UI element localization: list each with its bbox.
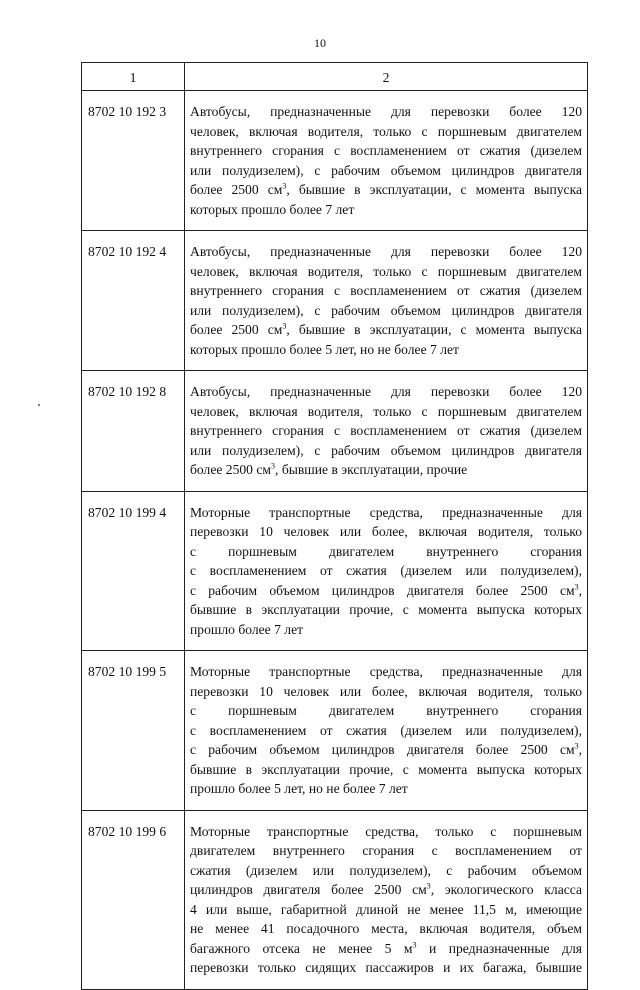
description-line: человек, включая водителя, только с поршневым двигателем xyxy=(190,263,582,279)
description-line: Автобусы, предназначенные для перевозки более 120 xyxy=(190,104,582,119)
description-line: двигателем внутреннего сгорания с воспламенением от xyxy=(190,843,582,858)
description-line: перевозки только сидящих пассажиров и их багажа, бывшие xyxy=(190,960,582,975)
table-row xyxy=(82,231,588,371)
description-line: Моторные транспортные средства, предназначенные для xyxy=(190,504,582,520)
tariff-code: 8702 10 192 8 xyxy=(82,371,185,492)
description-line: которых прошло более 7 лет xyxy=(190,201,355,217)
description-line: цилиндров двигателя более 2500 $см^3$, экологического класса xyxy=(190,881,582,897)
description-line: прошло более 7 лет xyxy=(190,621,304,637)
goods-description xyxy=(185,371,588,492)
description-line: или полудизелем), с рабочим объемом цилиндров двигателя xyxy=(190,302,582,318)
description-line: внутреннего сгорания с воспламенением от сжатия (дизелем xyxy=(190,423,582,438)
description-line: внутреннего сгорания с воспламенением от сжатия (дизелем xyxy=(190,283,582,298)
table-row xyxy=(82,810,588,989)
goods-description xyxy=(185,491,588,651)
tariff-code: 8702 10 192 4 xyxy=(82,231,185,371)
description-line: Моторные транспортные средства, только с поршневым xyxy=(190,823,582,839)
description-line: более 2500 $см^3$, бывшие в эксплуатации, прочие xyxy=(190,461,468,477)
description-line: сжатия (дизелем или полудизелем), с рабочим объемом xyxy=(190,862,582,878)
table-row xyxy=(82,91,588,231)
description-line: которых прошло более 5 лет, но не более 7 лет xyxy=(190,341,459,357)
description-line: более 2500 $см^3$, бывшие в эксплуатации, с момента выпуска xyxy=(190,321,582,337)
description-line: прошло более 5 лет, но не более 7 лет xyxy=(190,781,408,796)
tariff-code: 8702 10 199 5 xyxy=(82,651,185,811)
description-line: с поршневым двигателем внутреннего сгорания xyxy=(190,703,582,718)
description-line: Моторные транспортные средства, предназначенные для xyxy=(190,664,582,679)
description-line: человек, включая водителя, только с поршневым двигателем xyxy=(190,123,582,139)
description-line: с рабочим объемом цилиндров двигателя более 2500 $см^3$, xyxy=(190,741,582,757)
description-line: багажного отсека не менее 5 $м^3$ и предназначенные для xyxy=(190,939,583,956)
description-line: бывшие в эксплуатации прочие, с момента выпуска которых xyxy=(190,602,582,617)
description-line: 4 или выше, габаритной длиной не менее 11,5 м, имеющие xyxy=(190,901,582,917)
description-line: человек, включая водителя, только с поршневым двигателем xyxy=(190,403,582,419)
description-line: с рабочим объемом цилиндров двигателя более 2500 $см^3$, xyxy=(190,581,582,598)
description-line: перевозки 10 человек или более, включая водителя, только xyxy=(190,683,582,699)
description-line: не менее 41 посадочного места, включая водителя, объем xyxy=(190,921,582,936)
tariff-code-table xyxy=(81,62,588,990)
description-line: с поршневым двигателем внутреннего сгорания xyxy=(190,543,582,559)
goods-description xyxy=(185,231,588,371)
description-line: или полудизелем), с рабочим объемом цилиндров двигателя xyxy=(190,442,582,458)
table-row xyxy=(82,491,588,651)
description-line: с воспламенением от сжатия (дизелем или полудизелем), xyxy=(190,563,582,578)
tariff-code: 8702 10 199 6 xyxy=(82,810,185,989)
tariff-code: 8702 10 192 3 xyxy=(82,91,185,231)
description-line: более 2500 $см^3$, бывшие в эксплуатации, с момента выпуска xyxy=(190,181,582,197)
description-line: перевозки 10 человек или более, включая водителя, только xyxy=(190,524,582,539)
description-line: Автобусы, предназначенные для перевозки более 120 xyxy=(190,244,582,259)
header-row xyxy=(82,63,588,91)
scan-speck xyxy=(38,404,40,406)
description-line: с воспламенением от сжатия (дизелем или полудизелем), xyxy=(190,722,582,738)
description-line: или полудизелем), с рабочим объемом цилиндров двигателя xyxy=(190,162,582,178)
goods-description xyxy=(185,91,588,231)
column-header-1: 1 xyxy=(82,63,185,91)
page-number: 10 xyxy=(314,36,326,50)
description-line: Автобусы, предназначенные для перевозки более 120 xyxy=(190,384,582,399)
column-header-2: 2 xyxy=(185,63,588,91)
table-row xyxy=(82,651,588,811)
description-line: внутреннего сгорания с воспламенением от сжатия (дизелем xyxy=(190,143,582,158)
description-line: бывшие в эксплуатации прочие, с момента выпуска которых xyxy=(190,761,582,777)
goods-description xyxy=(185,810,588,989)
table-row xyxy=(82,371,588,492)
goods-description xyxy=(185,651,588,811)
tariff-code: 8702 10 199 4 xyxy=(82,491,185,651)
